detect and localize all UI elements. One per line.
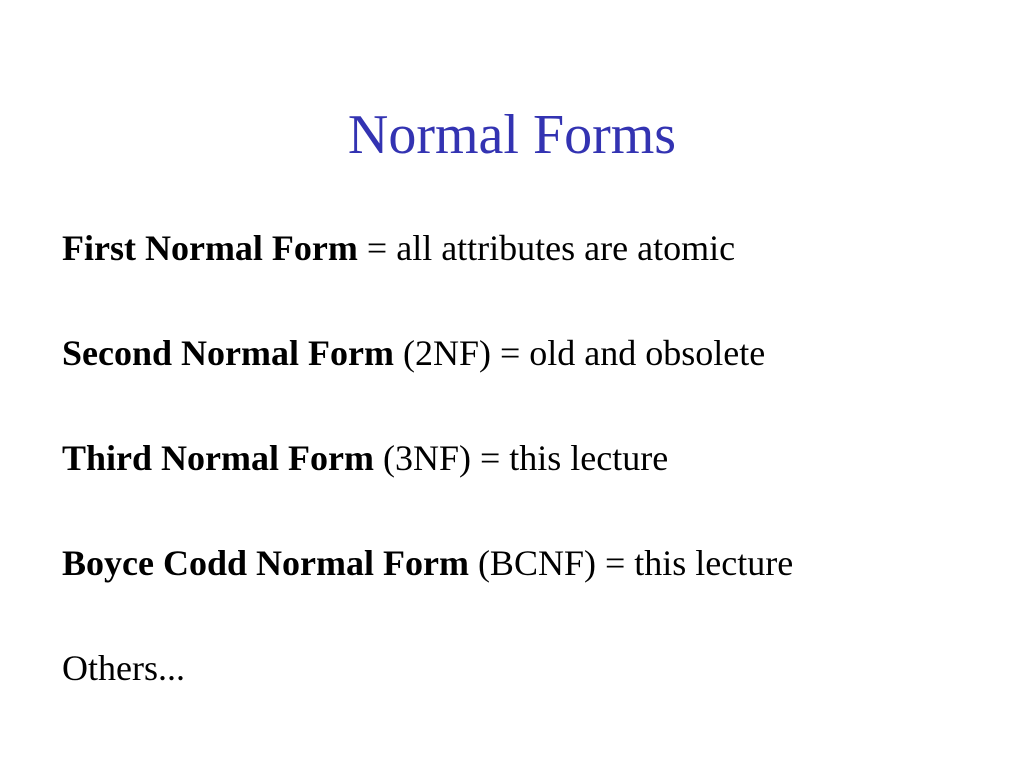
term-description: = all attributes are atomic xyxy=(357,228,736,268)
term-description: (BCNF) = this lecture xyxy=(468,543,794,583)
term-description: Others... xyxy=(62,648,185,688)
term-label: First Normal Form xyxy=(62,228,358,268)
list-item-second-normal-form xyxy=(62,327,1002,432)
term-description: (3NF) = this lecture xyxy=(373,438,669,478)
term-label: Third Normal Form xyxy=(62,438,374,478)
bullet-list xyxy=(62,222,1002,747)
slide-title: Normal Forms xyxy=(347,104,677,166)
list-item-others xyxy=(62,642,1002,747)
term-description: (2NF) = old and obsolete xyxy=(393,333,766,373)
list-item-first-normal-form xyxy=(62,222,1002,327)
list-item-third-normal-form xyxy=(62,432,1002,537)
term-label: Second Normal Form xyxy=(62,333,394,373)
list-item-boyce-codd-normal-form xyxy=(62,537,1002,642)
term-label: Boyce Codd Normal Form xyxy=(62,543,469,583)
